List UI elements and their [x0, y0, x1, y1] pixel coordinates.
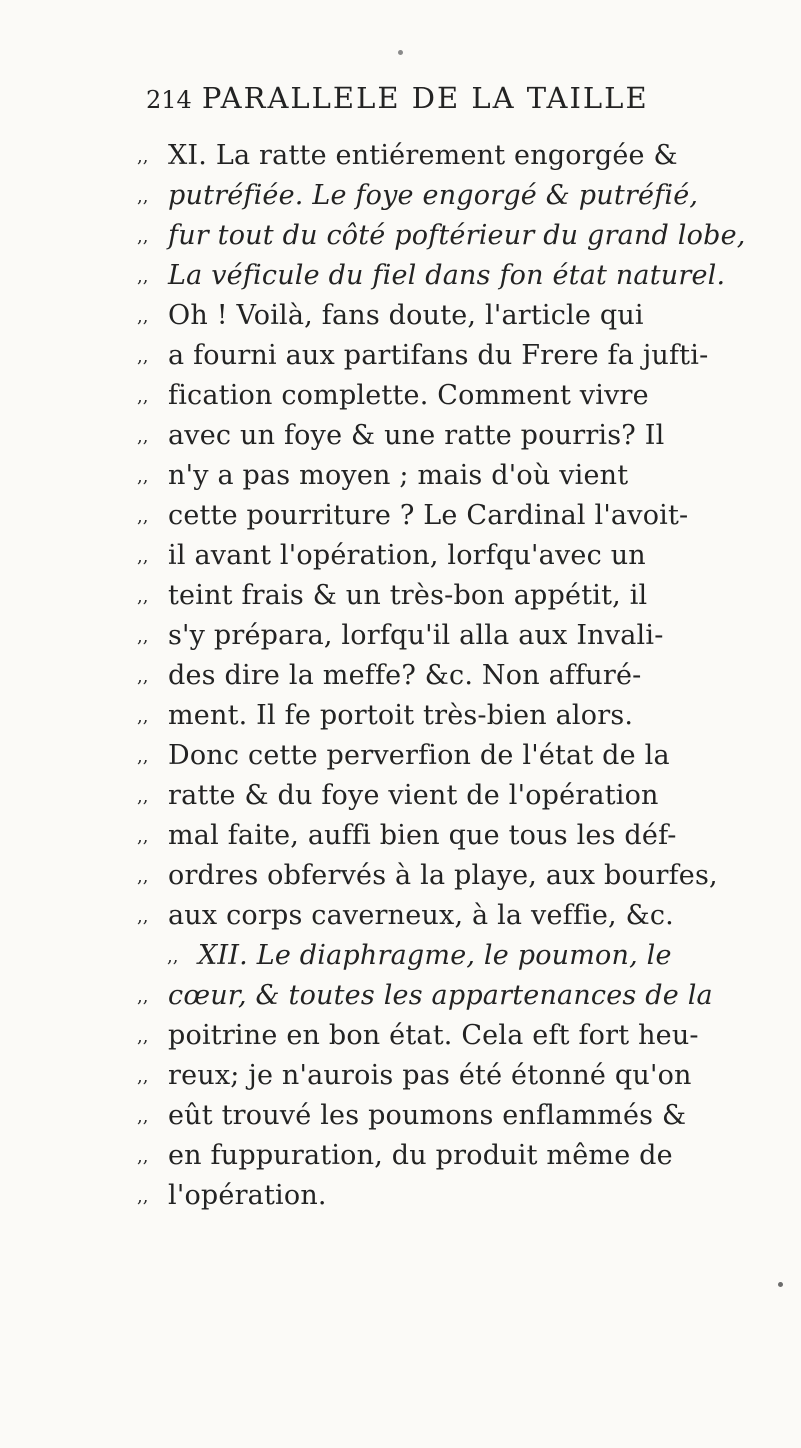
line-text: teint frais & un très-bon appétit, il: [168, 580, 648, 611]
page-header: [146, 81, 706, 121]
text-line: [137, 1056, 757, 1096]
text-line: [137, 1176, 757, 1216]
body-text: [137, 136, 757, 1216]
line-text: Donc cette perverfion de l'état de la: [168, 740, 670, 771]
text-line: [137, 336, 757, 376]
line-text: l'opération.: [168, 1180, 327, 1211]
text-line: [137, 256, 757, 296]
text-line: [137, 936, 757, 976]
line-text: il avant l'opération, lorfqu'avec un: [168, 540, 646, 571]
quote-mark: ,,: [137, 465, 149, 487]
line-text: avec un foye & une ratte pourris? Il: [168, 420, 665, 451]
quote-mark: ,,: [137, 345, 149, 367]
text-line: [137, 656, 757, 696]
quote-mark: ,,: [137, 745, 149, 767]
text-line: [137, 816, 757, 856]
text-line: [137, 376, 757, 416]
text-line: [137, 456, 757, 496]
line-text: XI. La ratte entiérement engorgée &: [168, 140, 678, 171]
line-text: Oh ! Voilà, fans doute, l'article qui: [168, 300, 644, 331]
quote-mark: ,,: [137, 1145, 149, 1167]
quote-mark: ,,: [137, 265, 149, 287]
quote-mark: ,,: [167, 945, 179, 967]
line-text: cœur, & toutes les appartenances de la: [168, 980, 713, 1011]
line-text: des dire la meffe? &c. Non affuré-: [168, 660, 642, 691]
quote-mark: ,,: [137, 145, 149, 167]
line-text: La véficule du fiel dans fon état naturel.: [168, 260, 726, 291]
text-line: [137, 976, 757, 1016]
line-text: ment. Il fe portoit très-bien alors.: [168, 700, 634, 731]
text-line: [137, 216, 757, 256]
quote-mark: ,,: [137, 225, 149, 247]
quote-mark: ,,: [137, 185, 149, 207]
quote-mark: ,,: [137, 865, 149, 887]
line-text: fur tout du côté poftérieur du grand lobe,: [168, 220, 746, 251]
line-text: XII. Le diaphragme, le poumon, le: [198, 940, 672, 971]
line-text: eût trouvé les poumons enflammés &: [168, 1100, 687, 1131]
quote-mark: ,,: [137, 625, 149, 647]
quote-mark: ,,: [137, 1105, 149, 1127]
quote-mark: ,,: [137, 825, 149, 847]
page-number: 214: [146, 86, 192, 114]
text-line: [137, 1096, 757, 1136]
quote-mark: ,,: [137, 1025, 149, 1047]
line-text: a fourni aux partifans du Frere fa jufti-: [168, 340, 709, 371]
running-title: PARALLELE DE LA TAILLE: [201, 81, 649, 115]
line-text: poitrine en bon état. Cela eft fort heu-: [168, 1020, 699, 1051]
quote-mark: ,,: [137, 985, 149, 1007]
quote-mark: ,,: [137, 665, 149, 687]
text-line: [137, 496, 757, 536]
text-line: [137, 176, 757, 216]
quote-mark: ,,: [137, 505, 149, 527]
quote-mark: ,,: [137, 585, 149, 607]
quote-mark: ,,: [137, 785, 149, 807]
line-text: putréfiée. Le foye engorgé & putréfié,: [168, 180, 699, 211]
quote-mark: ,,: [137, 1185, 149, 1207]
text-line: [137, 136, 757, 176]
quote-mark: ,,: [137, 1065, 149, 1087]
quote-mark: ,,: [137, 905, 149, 927]
line-text: en fuppuration, du produit même de: [168, 1140, 673, 1171]
text-line: [137, 856, 757, 896]
print-mark: [778, 1282, 783, 1287]
line-text: fication complette. Comment vivre: [168, 380, 649, 411]
quote-mark: ,,: [137, 545, 149, 567]
text-line: [137, 616, 757, 656]
line-text: s'y prépara, lorfqu'il alla aux Invali-: [168, 620, 664, 651]
text-line: [137, 416, 757, 456]
text-line: [137, 896, 757, 936]
quote-mark: ,,: [137, 705, 149, 727]
quote-mark: ,,: [137, 305, 149, 327]
quote-mark: ,,: [137, 385, 149, 407]
text-line: [137, 576, 757, 616]
print-mark: [398, 50, 403, 55]
line-text: cette pourriture ? Le Cardinal l'avoit-: [168, 500, 689, 531]
text-line: [137, 736, 757, 776]
line-text: n'y a pas moyen ; mais d'où vient: [168, 460, 629, 491]
text-line: [137, 1136, 757, 1176]
text-line: [137, 536, 757, 576]
quote-mark: ,,: [137, 425, 149, 447]
line-text: mal faite, auffi bien que tous les déf-: [168, 820, 677, 851]
line-text: aux corps caverneux, à la veffie, &c.: [168, 900, 674, 931]
line-text: ratte & du foye vient de l'opération: [168, 780, 659, 811]
text-line: [137, 696, 757, 736]
line-text: reux; je n'aurois pas été étonné qu'on: [168, 1060, 692, 1091]
text-line: [137, 1016, 757, 1056]
text-line: [137, 296, 757, 336]
line-text: ordres obfervés à la playe, aux bourfes,: [168, 860, 718, 891]
text-line: [137, 776, 757, 816]
